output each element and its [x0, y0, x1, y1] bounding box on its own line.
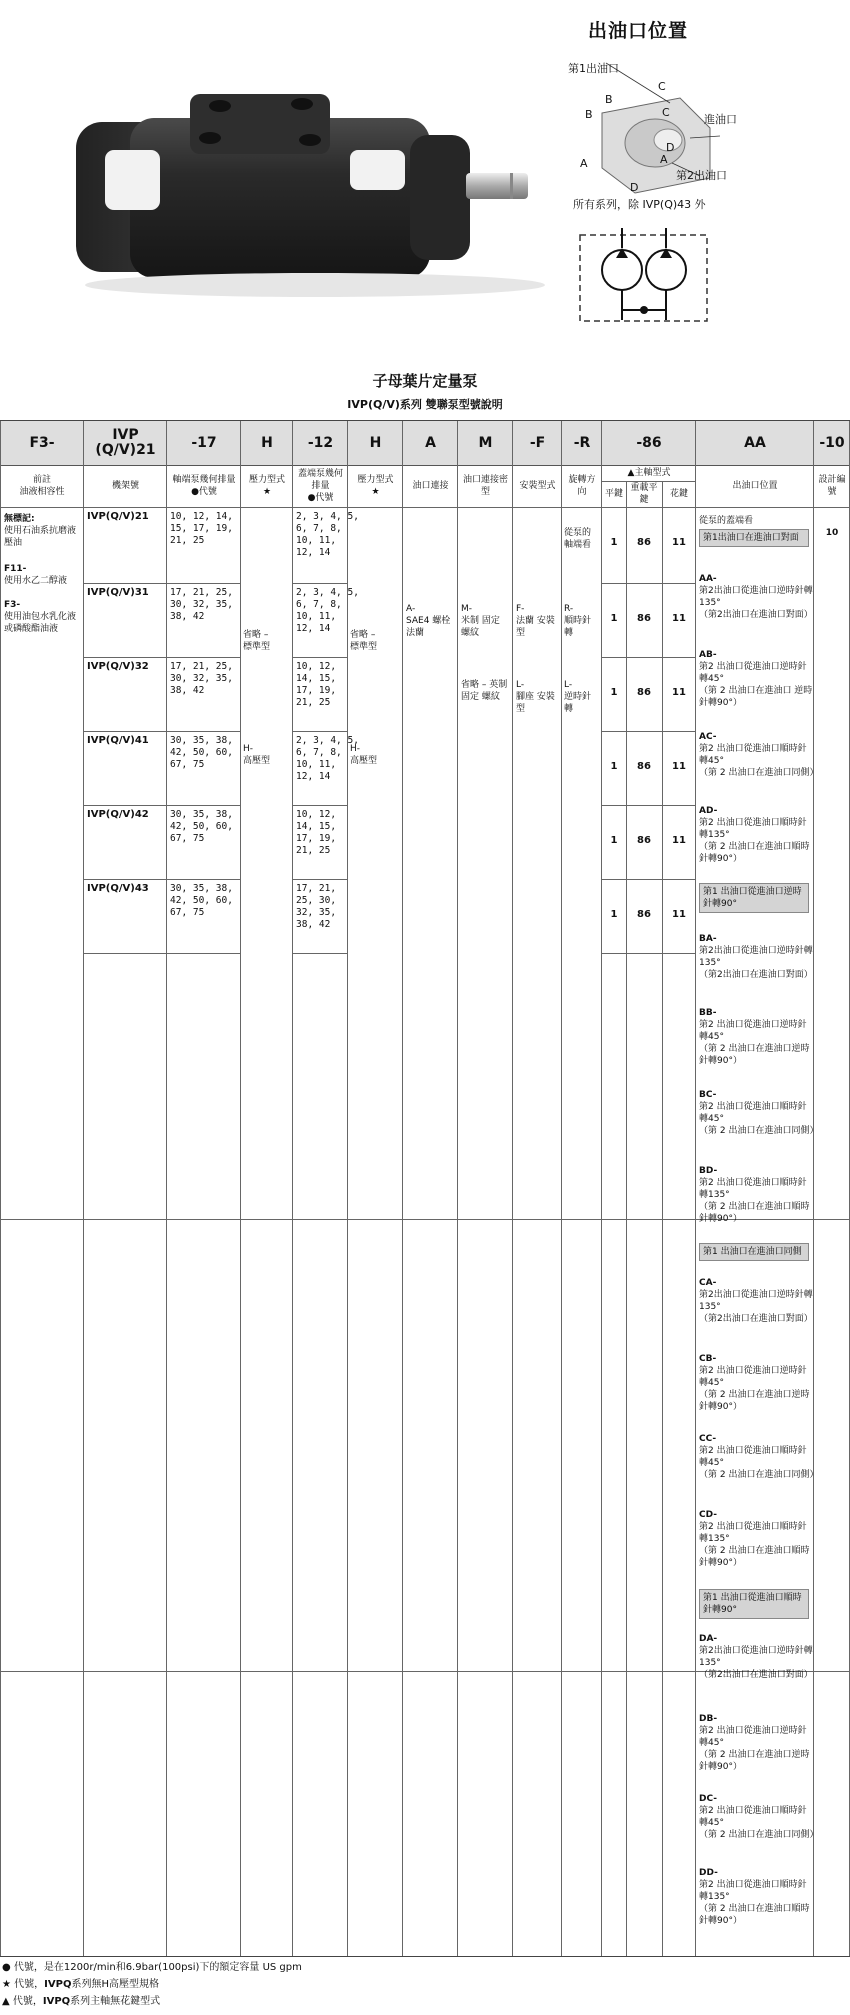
aa-desc-ab: 第2 出油口從進油口逆時針轉45° （第 2 出油口在進油口 逆時針轉90°）	[699, 662, 813, 708]
shaft-type-value: 1	[610, 687, 618, 698]
seal-metric: M- 米制 固定 螺紋	[461, 604, 500, 638]
row-divider	[84, 583, 167, 584]
row-divider	[293, 805, 348, 806]
outlet-label-a2: A	[660, 153, 668, 166]
aa-code-ad: AD-	[699, 806, 718, 816]
col-design	[814, 421, 850, 1956]
row-divider	[167, 583, 241, 584]
shaft-displacement: 17, 21, 25, 30, 32, 35, 38, 42	[170, 661, 233, 696]
model-name: IVP(Q/V)43	[87, 883, 149, 894]
shaft-type-value: 11	[672, 537, 686, 548]
hdr-design: -10	[819, 434, 845, 451]
sub-pressure1: 壓力型式 ★	[248, 475, 285, 497]
hdr-mount: -F	[529, 434, 546, 451]
cover-displacement: 2, 3, 4, 5, 6, 7, 8, 10, 11, 12, 14	[296, 511, 359, 558]
cover-displacement: 10, 12, 14, 15, 17, 19, 21, 25	[296, 809, 337, 856]
hdr-cover-disp: -12	[307, 434, 334, 451]
aa-desc-ad: 第2 出油口從進油口順時針轉135° （第 2 出油口在進油口順時針轉90°）	[699, 818, 810, 864]
aa-code-aa: AA-	[699, 574, 717, 584]
sub-rotation: 旋轉方 向	[568, 475, 596, 497]
cover-displacement: 2, 3, 4, 5, 6, 7, 8, 10, 11, 12, 14	[296, 587, 359, 634]
hdr-port: A	[425, 434, 436, 451]
aa-group-d: 第1 出油口從進油口順時針轉90°	[699, 1589, 809, 1619]
hdr-shaft-disp: -17	[191, 434, 217, 451]
fluid-code-1: F11-	[4, 564, 27, 574]
aa-code-ab: AB-	[699, 650, 717, 660]
aa-code-cd: CD-	[699, 1510, 717, 1520]
hero-section	[0, 0, 850, 365]
outlet-label-c: C	[658, 80, 666, 93]
shaft-displacement: 17, 21, 25, 30, 32, 35, 38, 42	[170, 587, 233, 622]
shaft-type-value: 86	[637, 537, 651, 548]
row-divider	[293, 731, 348, 732]
aa-desc-ac: 第2 出油口從進油口順時針轉45° （第 2 出油口在進油口同側）	[699, 744, 819, 778]
sub-port: 油口連接	[412, 481, 449, 491]
aa-code-dc: DC-	[699, 1794, 718, 1804]
aa-desc-db: 第2 出油口從進油口逆時針轉45° （第 2 出油口在進油口逆時針轉90°）	[699, 1726, 810, 1772]
fluid-desc-0: 使用石油系抗磨液壓油	[4, 526, 77, 548]
aa-desc-da: 第2出油口從進油口逆時針轉135° （第2出油口在進油口對面）	[699, 1646, 813, 1680]
hdr-model: IVP (Q/V)21	[95, 427, 156, 458]
outlet-label-b1: B	[605, 93, 613, 106]
col-shaft-disp	[167, 421, 241, 1956]
shaft-type-value: 1	[610, 909, 618, 920]
aa-group-a: 第1出油口在進油口對面	[699, 529, 809, 547]
row-divider	[602, 583, 696, 584]
sub-shaft-spline: 花鍵	[669, 489, 688, 499]
sub-seal: 油口連接密 型	[462, 475, 508, 497]
hdr-outlet: AA	[744, 434, 766, 451]
sub-model: 機架號	[111, 481, 139, 491]
col-model	[84, 421, 167, 1956]
aa-desc-dc: 第2 出油口從進油口順時針轉45° （第 2 出油口在進油口同側）	[699, 1806, 819, 1840]
shaft-type-value: 11	[672, 909, 686, 920]
shaft-type-value: 1	[610, 761, 618, 772]
cover-displacement: 2, 3, 4, 5, 6, 7, 8, 10, 11, 12, 14	[296, 735, 359, 782]
row-divider	[602, 879, 696, 880]
shaft-type-value: 1	[610, 613, 618, 624]
aa-desc-bd: 第2 出油口從進油口順時針轉135° （第 2 出油口在進油口順時針轉90°）	[699, 1178, 810, 1224]
rotation-ccw: L- 逆時針 轉	[564, 680, 592, 714]
aa-desc-ba: 第2出油口從進油口逆時針轉135° （第2出油口在進油口對面）	[699, 946, 813, 980]
aa-code-bb: BB-	[699, 1008, 717, 1018]
mount-foot: L- 腳座 安裝 型	[516, 680, 555, 714]
shaft-type-value: 86	[637, 687, 651, 698]
pump-image	[70, 80, 560, 320]
aa-desc-cb: 第2 出油口從進油口逆時針轉45° （第 2 出油口在進油口逆時針轉90°）	[699, 1366, 810, 1412]
outlet-label-2: 第2出油口	[676, 169, 727, 182]
outlet-label-1: 第1出油口	[568, 62, 619, 75]
shaft-type-value: 1	[610, 835, 618, 846]
row-divider	[602, 953, 696, 954]
aa-code-cc: CC-	[699, 1434, 717, 1444]
aa-code-bc: BC-	[699, 1090, 717, 1100]
shaft-type-value: 11	[672, 761, 686, 772]
model-name: IVP(Q/V)21	[87, 511, 149, 522]
pressure1-std: 省略 – 標準型	[243, 630, 271, 652]
model-name: IVP(Q/V)41	[87, 735, 149, 746]
row-divider	[167, 731, 241, 732]
cover-displacement: 17, 21, 25, 30, 32, 35, 38, 42	[296, 883, 337, 930]
outlet-label-d2: D	[630, 181, 639, 194]
row-divider	[293, 583, 348, 584]
col-port	[403, 421, 458, 1956]
row-divider	[602, 657, 696, 658]
fluid-code-0: 無標記:	[4, 514, 35, 524]
shaft-displacement: 30, 35, 38, 42, 50, 60, 67, 75	[170, 735, 233, 770]
model-name: IVP(Q/V)32	[87, 661, 149, 672]
aa-code-db: DB-	[699, 1714, 718, 1724]
pressure1-high: H- 高壓型	[243, 744, 271, 766]
row-divider	[84, 879, 167, 880]
outlet-label-c2: C	[662, 106, 670, 119]
aa-code-dd: DD-	[699, 1868, 718, 1878]
row-divider	[84, 657, 167, 658]
aa-desc-cc: 第2 出油口從進油口順時針轉45° （第 2 出油口在進油口同側）	[699, 1446, 819, 1480]
sub-shaft-flatkey: 平鍵	[604, 489, 623, 499]
model-code-table	[0, 420, 850, 1957]
aa-desc-bc: 第2 出油口從進油口順時針轉45° （第 2 出油口在進油口同側）	[699, 1102, 819, 1136]
col-seal	[458, 421, 513, 1956]
col-mount	[513, 421, 562, 1956]
row-divider	[293, 953, 348, 954]
col-shaft-type	[602, 421, 696, 1956]
shaft-type-value: 11	[672, 835, 686, 846]
port-sae: A- SAE4 螺栓 法蘭	[406, 604, 451, 638]
sub-outlet: 出油口位置	[732, 481, 778, 491]
aa-desc-bb: 第2 出油口從進油口逆時針轉45° （第 2 出油口在進油口逆時針轉90°）	[699, 1020, 810, 1066]
shaft-type-value: 1	[610, 537, 618, 548]
sub-fluid: 前註 油液相容性	[19, 475, 65, 497]
col-rotation	[562, 421, 602, 1956]
aa-group-c: 第1 出油口在進油口同側	[699, 1243, 809, 1261]
row-divider	[84, 731, 167, 732]
sub-shaft-title: ▲主軸型式	[627, 468, 671, 478]
design-number: 10	[825, 528, 839, 538]
row-divider	[602, 731, 696, 732]
hdr-rotation: -R	[573, 434, 591, 451]
col-fluid	[0, 421, 84, 1956]
sub-design: 設計編 號	[818, 475, 846, 497]
fluid-desc-2: 使用油包水乳化液或磷酸酯油液	[4, 612, 77, 634]
rotation-note: 從泵的 軸端看	[564, 528, 592, 550]
row-divider	[602, 805, 696, 806]
aa-desc-dd: 第2 出油口從進油口順時針轉135° （第 2 出油口在進油口順時針轉90°）	[699, 1880, 810, 1926]
model-name: IVP(Q/V)31	[87, 587, 149, 598]
sub-mount: 安裝型式	[519, 481, 556, 491]
shaft-displacement: 30, 35, 38, 42, 50, 60, 67, 75	[170, 883, 233, 918]
footnote-1: ★ 代號，IVPQ系列無H高壓型規格	[2, 1979, 159, 1990]
hdr-shaft-type: -86	[636, 434, 662, 451]
outlet-label-b2: B	[585, 108, 593, 121]
aa-code-ba: BA-	[699, 934, 717, 944]
footnote-0: ● 代號，是在1200r/min和6.9bar(100psi)下的額定容量 US gpm	[2, 1962, 302, 1973]
row-divider	[167, 879, 241, 880]
sub-pressure2: 壓力型式 ★	[357, 475, 394, 497]
hdr-pressure1: H	[261, 434, 273, 451]
fluid-code-2: F3-	[4, 600, 21, 610]
aa-code-cb: CB-	[699, 1354, 717, 1364]
hdr-fluid: F3-	[29, 434, 55, 451]
outlet-label-a: A	[580, 157, 588, 170]
aa-code-ca: CA-	[699, 1278, 717, 1288]
row-divider	[84, 805, 167, 806]
aa-code-bd: BD-	[699, 1166, 718, 1176]
hdr-seal: M	[478, 434, 493, 451]
shaft-type-value: 86	[637, 761, 651, 772]
shaft-type-value: 86	[637, 835, 651, 846]
table-title: 子母葉片定量泵	[372, 372, 478, 390]
shaft-type-value: 11	[672, 613, 686, 624]
footnote-2: ▲ 代號，IVPQ系列主軸無花鍵型式	[2, 1996, 161, 2007]
shaft-type-value: 86	[637, 613, 651, 624]
outlet-label-d: D	[666, 141, 675, 154]
sub-cover-disp: 蓋端泵幾何 排量 ●代號	[297, 469, 343, 503]
row-divider	[167, 657, 241, 658]
rotation-cw: R- 順時針 轉	[564, 604, 592, 638]
row-divider	[167, 805, 241, 806]
aa-intro: 從泵的蓋端看	[699, 516, 754, 526]
aa-code-ac: AC-	[699, 732, 717, 742]
aa-group-b: 第1 出油口從進油口逆時針轉90°	[699, 883, 809, 913]
col-cover-disp	[293, 421, 359, 1956]
aa-desc-cd: 第2 出油口從進油口順時針轉135° （第 2 出油口在進油口順時針轉90°）	[699, 1522, 810, 1568]
row-divider	[167, 953, 241, 954]
fluid-desc-1: 使用水乙二醇液	[4, 576, 68, 586]
subheader-bottom	[0, 507, 850, 508]
shaft-type-value: 86	[637, 909, 651, 920]
table-subtitle: IVP(Q/V)系列 雙聯泵型號說明	[347, 398, 503, 411]
sub-shaft-heavykey: 重載平 鍵	[630, 483, 658, 505]
seal-imperial: 省略 – 英制 固定 螺紋	[461, 680, 508, 702]
hdr-pressure2: H	[369, 434, 382, 451]
mount-flange: F- 法蘭 安裝 型	[516, 604, 555, 638]
aa-code-da: DA-	[699, 1634, 718, 1644]
outlet-note: 所有系列，除 IVP(Q)43 外	[573, 198, 706, 211]
row-divider	[84, 953, 167, 954]
inlet-label: 進油口	[704, 113, 737, 126]
outlet-position-title: 出油口位置	[588, 20, 689, 42]
shaft-displacement: 30, 35, 38, 42, 50, 60, 67, 75	[170, 809, 233, 844]
shaft-displacement: 10, 12, 14, 15, 17, 19, 21, 25	[170, 511, 233, 546]
model-name: IVP(Q/V)42	[87, 809, 149, 820]
sub-shaft-disp: 軸端泵幾何排量 ●代號	[172, 475, 236, 497]
cover-displacement: 10, 12, 14, 15, 17, 19, 21, 25	[296, 661, 337, 708]
aa-desc-aa: 第2出油口從進油口逆時針轉135° （第2出油口在進油口對面）	[699, 586, 813, 620]
pressure2-std: 省略 – 標準型	[350, 630, 378, 652]
row-divider	[293, 657, 348, 658]
shaft-type-value: 11	[672, 687, 686, 698]
row-divider	[293, 879, 348, 880]
pressure2-high: H- 高壓型	[350, 744, 378, 766]
aa-desc-ca: 第2出油口從進油口逆時針轉135° （第2出油口在進油口對面）	[699, 1290, 813, 1324]
